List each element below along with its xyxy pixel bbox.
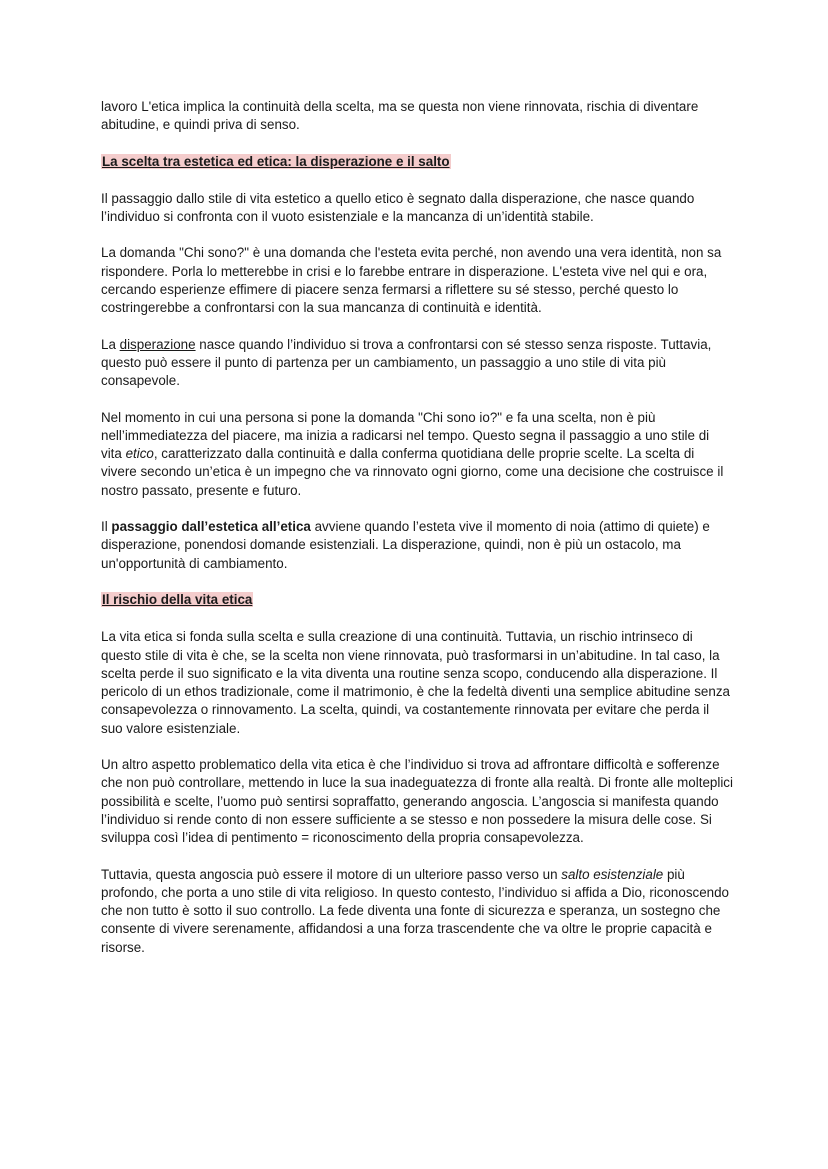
heading-highlight: La scelta tra estetica ed etica: la disperazione e il salto xyxy=(102,153,450,169)
underlined-term: disperazione xyxy=(119,336,196,352)
text-run: La xyxy=(101,336,120,352)
paragraph-disperazione xyxy=(101,336,733,391)
paragraph-passaggio: Il passaggio dallo stile di vita estetico a quello etico è segnato dalla disperazione, che nasce quando l’individuo si confronta con il vuoto esistenziale e la mancanza di un’identità stabile. xyxy=(101,190,695,225)
section-heading-rischio xyxy=(101,591,733,609)
paragraph-momento xyxy=(101,409,733,500)
text-run: Nel momento in cui una persona si pone la domanda "Chi sono io?" e fa una scelta, non è più nell’immediatezza del piacere, ma inizia a radicarsi nel tempo. Questo segna il passaggio a uno stile di vita xyxy=(101,409,710,462)
text-run: Tuttavia, questa angoscia può essere il motore di un ulteriore passo verso un xyxy=(101,866,562,882)
paragraph-vita-etica: La vita etica si fonda sulla scelta e sulla creazione di una continuità. Tuttavia, un rischio intrinseco di questo stile di vita è che, se la scelta non viene rinnovata, può trasformarsi in un’abitudine. In tal caso, la scelta perde il suo significato e la vita diventa una routine senza scopo, conducendo alla disperazione. Il pericolo di un ethos tradizionale, come il matrimonio, è che la fedeltà diventi una semplice abitudine senza consapevolezza o rinnovamento. La scelta, quindi, va costantemente rinnovata per evitare che perda il suo valore esistenziale. xyxy=(101,629,730,736)
paragraph-domanda: La domanda "Chi sono?" è una domanda che l'esteta evita perché, non avendo una vera identità, non sa rispondere. Porla lo metterebbe in crisi e lo farebbe entrare in disperazione. L'esteta vive nel qui e ora, cercando esperienze effimere di piacere senza fermarsi a riflettere su sé stesso, perché questo lo costringerebbe a confrontarsi con la sua mancanza di continuità e identità. xyxy=(101,245,722,316)
document-body xyxy=(101,98,733,975)
paragraph-angoscia: Un altro aspetto problematico della vita etica è che l’individuo si trova ad affrontare difficoltà e sofferenze che non può controllare, mettendo in luce la sua inadeguatezza di fronte alla realtà. Di fronte alle molteplici possibilità e scelte, l’uomo può sentirsi sopraffatto, generando angoscia. L’angoscia si manifesta quando l’individuo si rende conto di non essere sufficiente a se stesso e non possedere la misura delle cose. Si sviluppa così l’idea di pentimento = riconoscimento della propria consapevolezza. xyxy=(101,757,733,846)
italic-term: salto esistenziale xyxy=(561,866,664,882)
paragraph-salto xyxy=(101,866,733,957)
paragraph-intro: lavoro L'etica implica la continuità della scelta, ma se questa non viene rinnovata, rischia di diventare abitudine, e quindi priva di senso. xyxy=(101,99,699,133)
paragraph-passaggio-etica xyxy=(101,518,733,573)
bold-term: passaggio dall’estetica all’etica xyxy=(111,519,311,535)
italic-term: etico xyxy=(125,446,154,462)
text-run: avviene quando l’esteta vive il momento di noia (attimo di quiete) e disperazione, ponendosi domande esistenziali. La disperazione, quindi, non è più un ostacolo, ma un'opportunità di cambiamento. xyxy=(101,519,710,571)
text-run: più profondo, che porta a uno stile di vita religioso. In questo contesto, l’individuo si affida a Dio, riconoscendo che non tutto è sotto il suo controllo. La fede diventa una fonte di sicurezza e speranza, un sostegno che consente di vivere serenamente, affidandosi a una forza trascendente che va oltre le proprie capacità e risorse. xyxy=(101,866,730,955)
section-heading-scelta xyxy=(101,153,733,171)
heading-highlight: Il rischio della vita etica xyxy=(102,591,253,607)
text-run: , caratterizzato dalla continuità e dalla conferma quotidiana delle proprie scelte. La scelta di vivere secondo un’etica è un impegno che va rinnovato ogni giorno, come una decisione che costruisce il nostro passato, presente e futuro. xyxy=(101,446,724,498)
text-run: Il xyxy=(101,519,112,535)
text-run: nasce quando l’individuo si trova a confrontarsi con sé stesso senza risposte. Tuttavia, questo può essere il punto di partenza per un cambiamento, un passaggio a uno stile di vita più consapevole. xyxy=(101,336,712,389)
